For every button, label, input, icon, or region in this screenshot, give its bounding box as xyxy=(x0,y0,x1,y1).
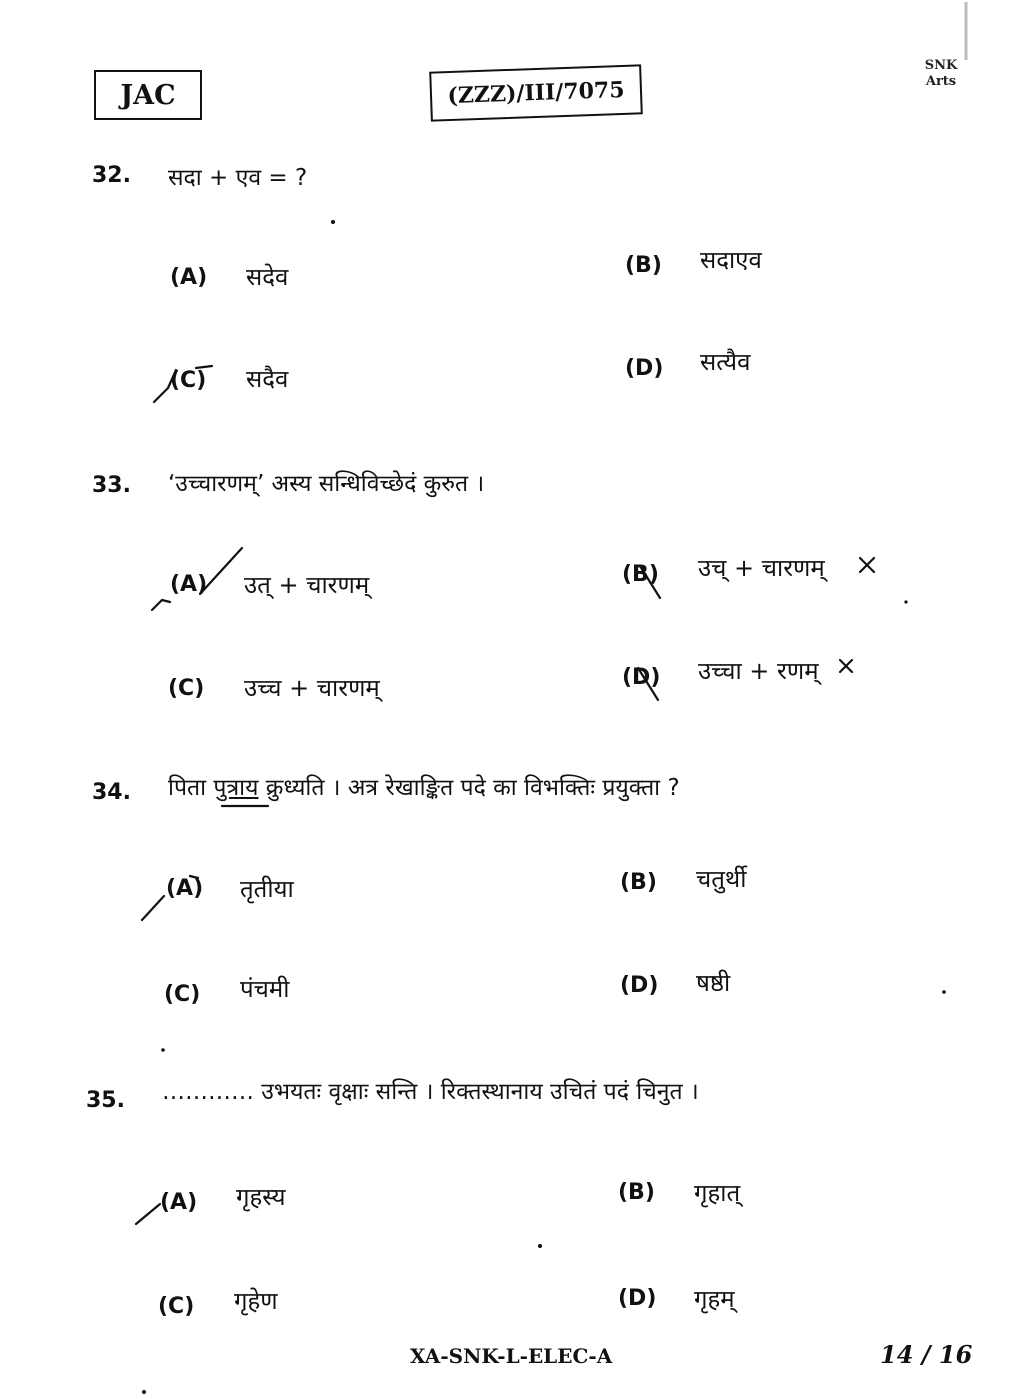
q34-text-before: पिता xyxy=(168,775,214,801)
q35-option-b-label: (B) xyxy=(618,1180,655,1205)
q33-option-c-label: (C) xyxy=(168,676,205,701)
question-35-text: ………… उभयतः वृक्षाः सन्ति । रिक्तस्थानाय उचितं पदं चिनुत । xyxy=(162,1079,699,1105)
corner-stamp xyxy=(916,58,966,90)
q34-text-after: क्रुध्यति । अत्र रेखाङ्कित पदे का विभक्तिः प्रयुक्ता ? xyxy=(258,775,680,801)
q34-option-a-label: (A) xyxy=(166,876,204,901)
paper-code-box xyxy=(429,64,643,121)
q35-option-a-text[interactable]: गृहस्य xyxy=(236,1183,286,1211)
q33-option-a-label: (A) xyxy=(170,572,208,597)
q32-option-b-label: (B) xyxy=(625,253,662,278)
question-33-number: 33. xyxy=(92,473,131,498)
q35-option-a-label: (A) xyxy=(160,1190,198,1215)
q34-option-b-label: (B) xyxy=(620,870,657,895)
q32-option-b-text[interactable]: सदाएव xyxy=(700,246,762,274)
q35-option-c-text[interactable]: गृहेण xyxy=(234,1287,278,1315)
stray-dot xyxy=(942,990,946,994)
footer-paper-code: XA-SNK-L-ELEC-A xyxy=(410,1344,613,1368)
q33-option-d-label: (D) xyxy=(622,665,661,690)
q33-b-cross-icon xyxy=(860,558,874,572)
q34-option-c-text[interactable]: पंचमी xyxy=(240,975,290,1003)
stray-dot xyxy=(142,1390,146,1394)
q32-option-c-text[interactable]: सदैव xyxy=(246,365,289,393)
paper-code: (ZZZ)/III/7075 xyxy=(447,76,625,110)
q32-option-d-label: (D) xyxy=(625,356,664,381)
q33-option-b-text[interactable]: उच् + चारणम् xyxy=(698,554,825,582)
corner-stamp-line2: Arts xyxy=(925,74,957,89)
question-33-text: ‘उच्चारणम्’ अस्य सन्धिविच्छेदं कुरुत । xyxy=(168,471,485,497)
stray-dot xyxy=(538,1244,542,1248)
question-32-number: 32. xyxy=(92,163,131,188)
stray-dot xyxy=(904,600,907,603)
q35-answer-tick-icon xyxy=(136,1204,160,1224)
question-32-text: सदा + एव = ? xyxy=(168,165,308,191)
question-34-text xyxy=(168,770,680,802)
q34-option-b-text[interactable]: चतुर्थी xyxy=(696,865,747,893)
q33-d-cross-icon xyxy=(840,660,852,672)
q33-option-a-text[interactable]: उत् + चारणम् xyxy=(244,571,370,599)
q33-option-b-label: (B) xyxy=(622,562,659,587)
q34-underlined-word: पुत्राय xyxy=(213,775,259,801)
q35-option-d-label: (D) xyxy=(618,1286,657,1311)
stray-dot xyxy=(161,1048,165,1052)
q32-option-a-text[interactable]: सदेव xyxy=(246,263,289,291)
q33-option-c-text[interactable]: उच्च + चारणम् xyxy=(244,674,380,702)
stray-dot xyxy=(331,220,335,224)
q35-option-d-text[interactable]: गृहम् xyxy=(694,1285,735,1313)
question-34-number: 34. xyxy=(92,780,131,805)
page-number: 14 / 16 xyxy=(880,1340,973,1369)
q34-option-d-text[interactable]: षष्ठी xyxy=(696,969,731,997)
question-35-number: 35. xyxy=(86,1088,125,1113)
q34-option-c-label: (C) xyxy=(164,982,201,1007)
q34-option-a-text[interactable]: तृतीया xyxy=(240,875,294,903)
q35-option-b-text[interactable]: गृहात् xyxy=(694,1179,741,1207)
board-label: JAC xyxy=(120,79,176,111)
q34-option-d-label: (D) xyxy=(620,973,659,998)
q33-option-d-text[interactable]: उच्चा + रणम् xyxy=(698,657,819,685)
q35-option-c-label: (C) xyxy=(158,1294,195,1319)
q32-option-a-label: (A) xyxy=(170,265,208,290)
q32-option-d-text[interactable]: सत्यैव xyxy=(700,348,751,376)
board-label-box xyxy=(94,70,202,120)
corner-stamp-line1: SNK xyxy=(924,58,958,73)
q32-option-c-label: (C) xyxy=(170,368,207,393)
